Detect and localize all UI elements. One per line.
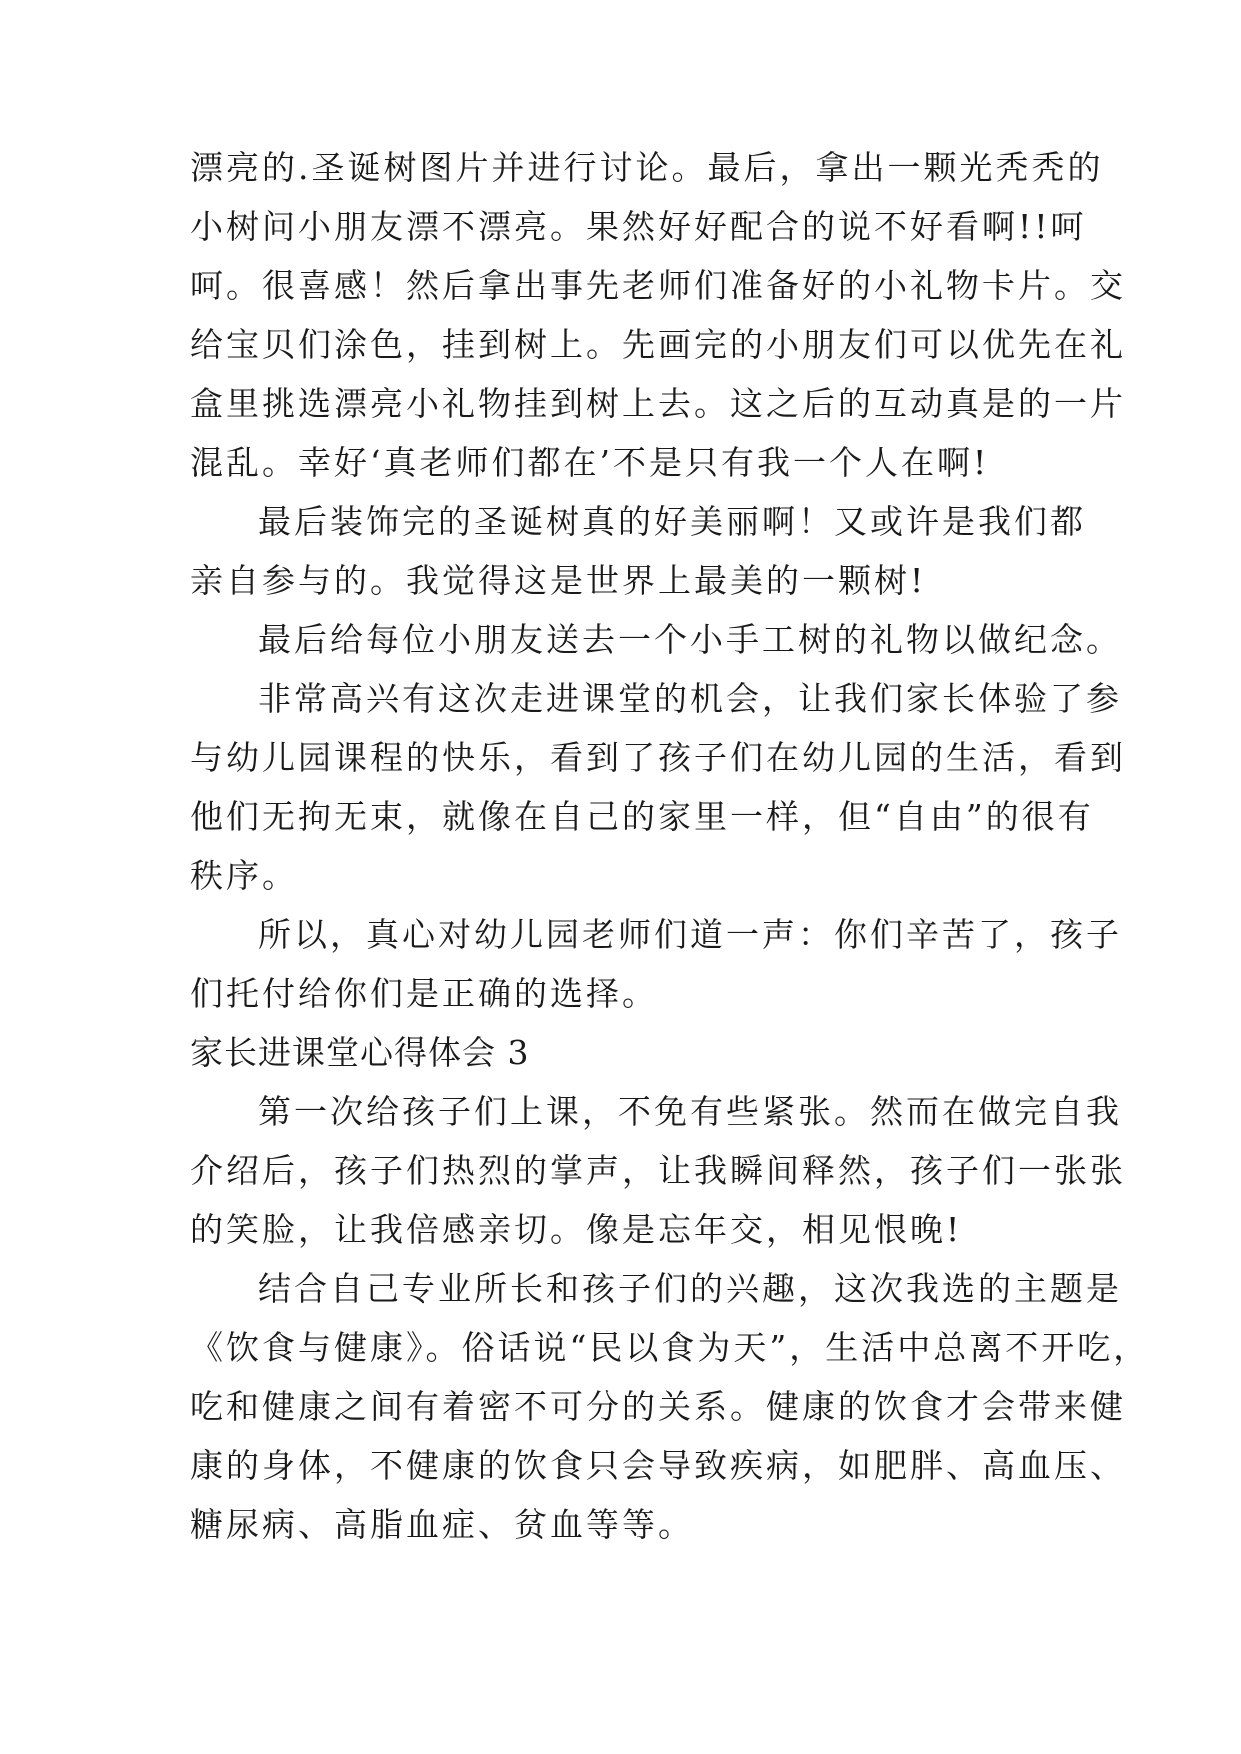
text-line: 第一次给孩子们上课，不免有些紧张。然而在做完自我 [258, 1092, 1122, 1131]
text-line: 呵。很喜感！然后拿出事先老师们准备好的小礼物卡片。交 [190, 266, 1126, 305]
text-line: 混乱。幸好‘真老师们都在’不是只有我一个人在啊! [190, 443, 990, 482]
text-line: 糖尿病、高脂血症、贫血等等。 [190, 1505, 694, 1544]
text-line: 所以，真心对幼儿园老师们道一声：你们辛苦了，孩子 [258, 915, 1122, 954]
text-line: 给宝贝们涂色，挂到树上。先画完的小朋友们可以优先在礼 [190, 325, 1126, 364]
text-line: 漂亮的.圣诞树图片并进行讨论。最后，拿出一颗光秃秃的 [190, 148, 1104, 187]
text-line: 他们无拘无束，就像在自己的家里一样，但“自由”的很有 [190, 797, 1094, 836]
text-line: 最后给每位小朋友送去一个小手工树的礼物以做纪念。 [258, 620, 1122, 659]
text-line: 结合自己专业所长和孩子们的兴趣，这次我选的主题是 [258, 1269, 1122, 1308]
text-line: 非常高兴有这次走进课堂的机会，让我们家长体验了参 [258, 679, 1122, 718]
text-line: 与幼儿园课程的快乐，看到了孩子们在幼儿园的生活，看到 [190, 738, 1126, 777]
text-line: 最后装饰完的圣诞树真的好美丽啊！又或许是我们都 [258, 502, 1086, 541]
text-line: 们托付给你们是正确的选择。 [190, 974, 658, 1013]
text-line: 亲自参与的。我觉得这是世界上最美的一颗树! [190, 561, 927, 600]
text-line: 吃和健康之间有着密不可分的关系。健康的饮食才会带来健 [190, 1387, 1126, 1426]
text-line: 小树问小朋友漂不漂亮。果然好好配合的说不好看啊!!呵 [190, 207, 1087, 246]
text-line: 介绍后，孩子们热烈的掌声，让我瞬间释然，孩子们一张张 [190, 1151, 1126, 1190]
text-line: 秩序。 [190, 856, 298, 895]
text-line: 《饮食与健康》。俗话说“民以食为天”，生活中总离不开吃， [190, 1328, 1150, 1367]
text-line: 盒里挑选漂亮小礼物挂到树上去。这之后的互动真是的一片 [190, 384, 1126, 423]
section-heading: 家长进课堂心得体会 3 [190, 1033, 530, 1072]
text-line: 的笑脸，让我倍感亲切。像是忘年交，相见恨晚! [190, 1210, 963, 1249]
text-line: 康的身体，不健康的饮食只会导致疾病，如肥胖、高血压、 [190, 1446, 1126, 1485]
